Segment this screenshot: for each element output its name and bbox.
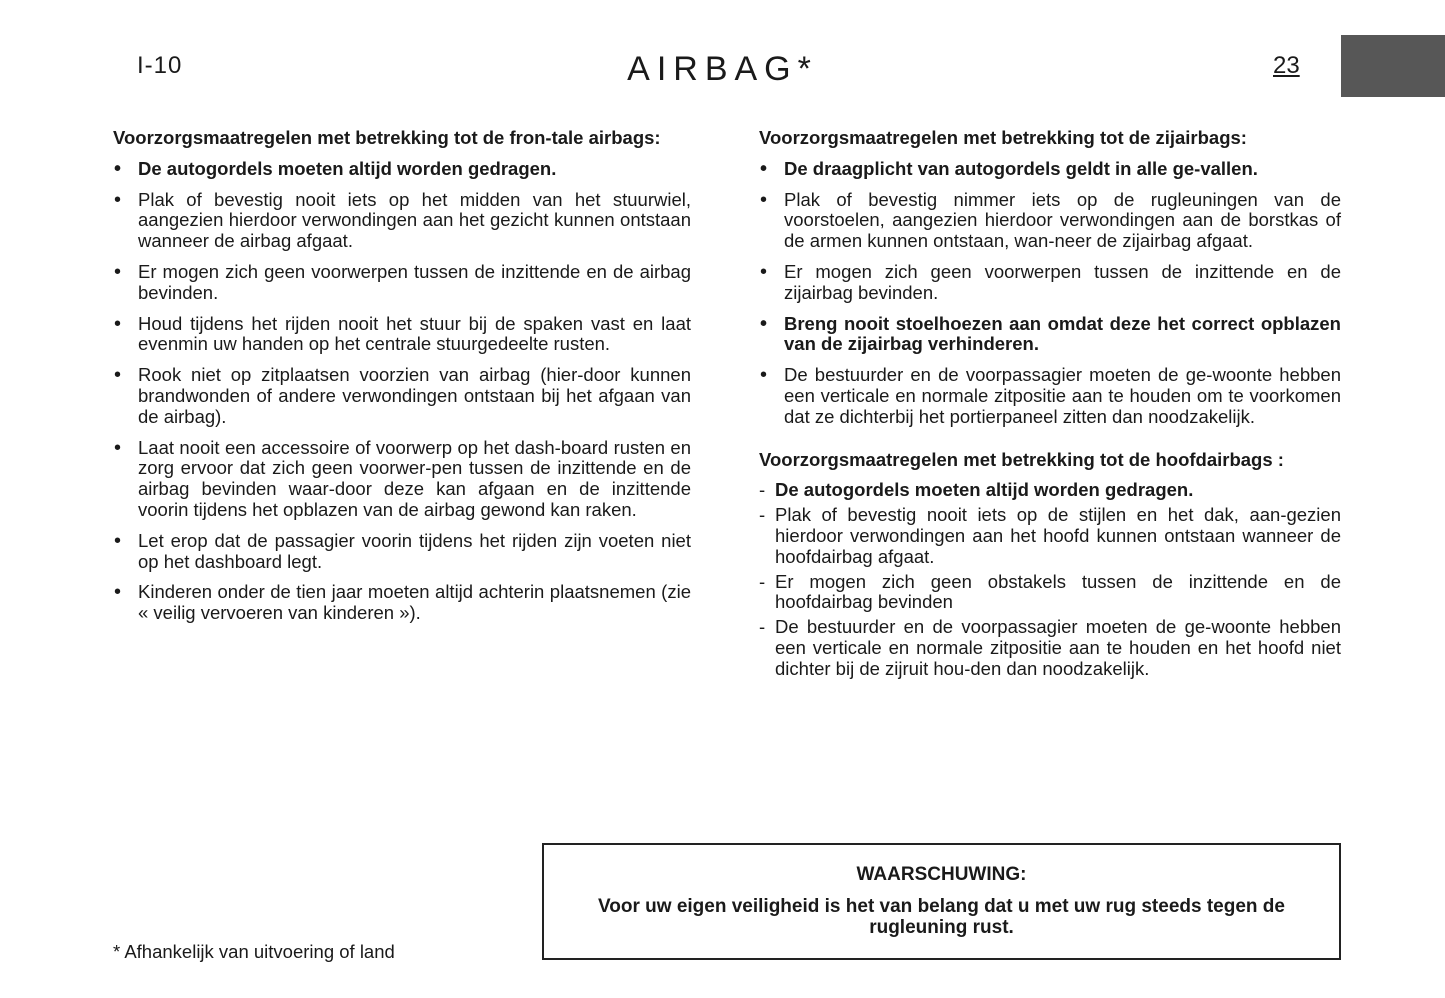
list-item: - De bestuurder en de voorpassagier moeten de ge-woonte hebben een verticale en normale zitpositie aan te houden en het hoofd niet dichter bij de zijruit hou-den dan noodzakelijk. [759, 617, 1341, 679]
warning-text: Voor uw eigen veiligheid is het van belang dat u met uw rug steeds tegen de rugleuning rust. [598, 896, 1285, 938]
left-column [113, 128, 691, 634]
list-item: • Rook niet op zitplaatsen voorzien van airbag (hier-door kunnen brandwonden of andere verwondingen ontstaan bij het afgaan van de airbag). [113, 365, 691, 427]
page-number: 23 [1273, 52, 1300, 79]
list-item: • Laat nooit een accessoire of voorwerp op het dash-board rusten en zorg ervoor dat zich geen voorwer-pen tussen de inzittende en de airbag bevinden waar-door deze kan afgaan en de inzittende voorin tijdens het opblazen van de airbag gewond kan raken. [113, 438, 691, 521]
list-item: • Plak of bevestig nimmer iets op de rugleuningen van de voorstoelen, aangezien hierdoor verwondingen aan de borstkas of de armen kunnen ontstaan, wan-neer de zijairbag afgaat. [759, 190, 1341, 252]
list-item: • Breng nooit stoelhoezen aan omdat deze het correct opblazen van de zijairbag verhinderen. [759, 314, 1341, 356]
list-item: • De draagplicht van autogordels geldt in alle ge-vallen. [759, 159, 1341, 180]
frontal-airbags-list [113, 159, 691, 624]
list-item: • Er mogen zich geen voorwerpen tussen de inzittende en de airbag bevinden. [113, 262, 691, 304]
list-item: • De autogordels moeten altijd worden gedragen. [113, 159, 691, 180]
side-airbags-heading: Voorzorgsmaatregelen met betrekking tot de zijairbags: [759, 127, 1247, 148]
list-item: • De bestuurder en de voorpassagier moeten de ge-woonte hebben een verticale en normale zitpositie aan te houden om te voorkomen dat ze dichterbij het portierpaneel zitten dan noodzakelijk. [759, 365, 1341, 427]
warning-box [542, 843, 1341, 960]
frontal-airbags-heading: Voorzorgsmaatregelen met betrekking tot de fron-tale airbags: [113, 127, 661, 148]
list-item: - Er mogen zich geen obstakels tussen de inzittende en de hoofdairbag bevinden [759, 572, 1341, 614]
section-edge-tab [1341, 35, 1445, 97]
page-reference: I-10 [137, 52, 183, 79]
list-item: - Plak of bevestig nooit iets op de stijlen en het dak, aan-gezien hierdoor verwondingen aan het hoofd kunnen ontstaan wanneer de hoofdairbag afgaat. [759, 505, 1341, 567]
right-column [759, 128, 1341, 684]
head-airbags-list [759, 480, 1341, 679]
side-airbags-list [759, 159, 1341, 428]
head-airbags-heading: Voorzorgsmaatregelen met betrekking tot de hoofdairbags : [759, 448, 1284, 470]
page-title: AIRBAG* [627, 50, 818, 88]
list-item: • Er mogen zich geen voorwerpen tussen de inzittende en de zijairbag bevinden. [759, 262, 1341, 304]
list-item: • Let erop dat de passagier voorin tijdens het rijden zijn voeten niet op het dashboard legt. [113, 531, 691, 573]
warning-title: WAARSCHUWING: [856, 864, 1027, 885]
list-item: • Kinderen onder de tien jaar moeten altijd achterin plaatsnemen (zie « veilig vervoeren van kinderen »). [113, 582, 691, 624]
list-item: • Houd tijdens het rijden nooit het stuur bij de spaken vast en laat evenmin uw handen op het centrale stuurgedeelte rusten. [113, 314, 691, 356]
list-item: • Plak of bevestig nooit iets op het midden van het stuurwiel, aangezien hierdoor verwondingen aan het gezicht kunnen ontstaan wanneer de airbag afgaat. [113, 190, 691, 252]
footnote: * Afhankelijk van uitvoering of land [113, 941, 395, 962]
list-item: - De autogordels moeten altijd worden gedragen. [759, 480, 1341, 501]
